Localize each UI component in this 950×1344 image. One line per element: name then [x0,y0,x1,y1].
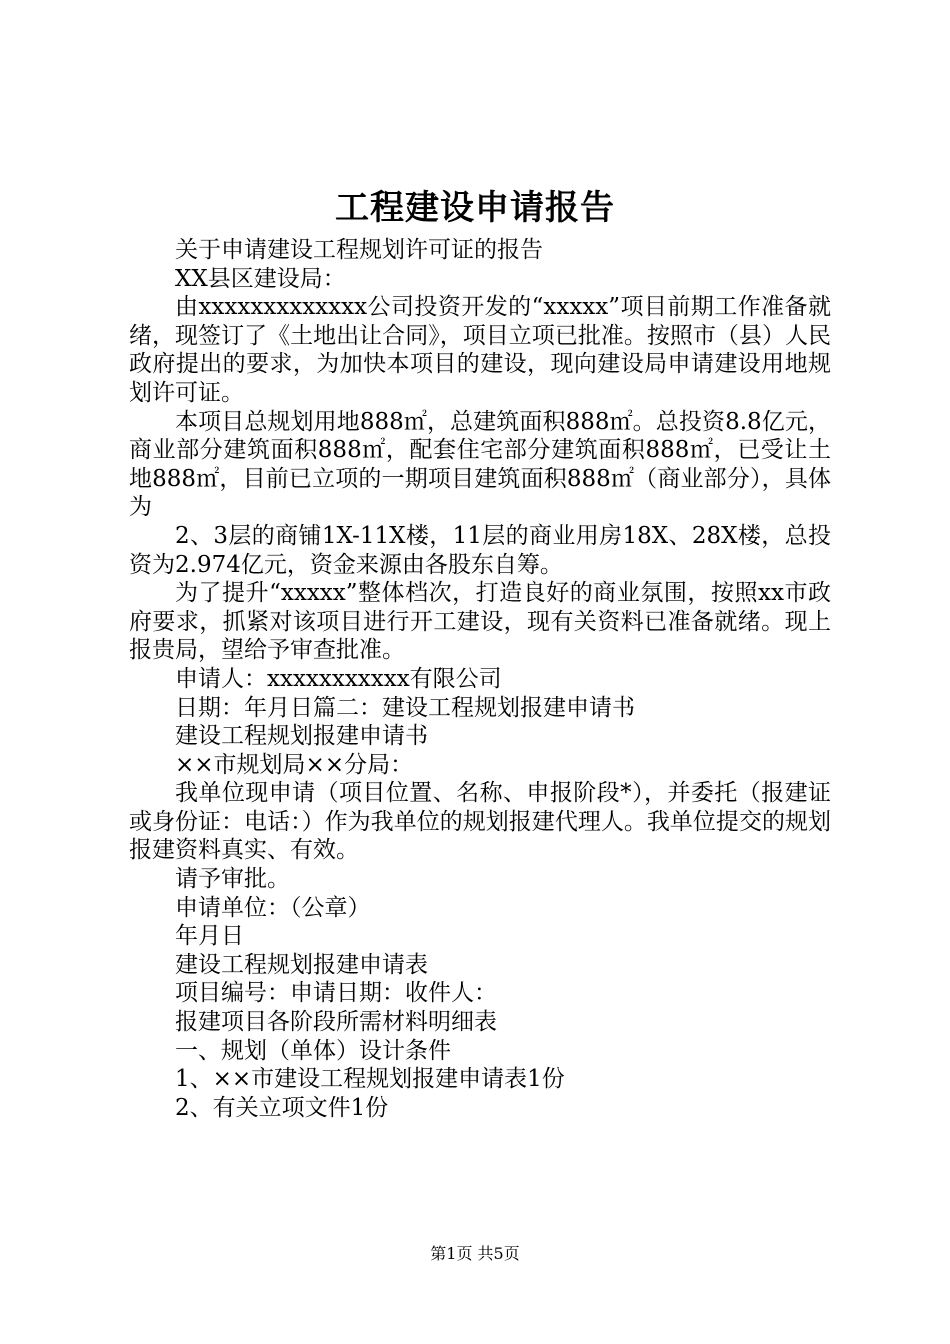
paragraph: 由xxxxxxxxxxxxx公司投资开发的“xxxxx”项目前期工作准备就绪，现签订了《土地出让合同》，项目立项已批准。按照市（县）人民政府提出的要求，为加快本项目的建设，现向建设局申请建设用地规划许可证。 [129,294,831,406]
paragraph: 2、有关立项文件1份 [175,1094,389,1121]
paragraph: 建设工程规划报建申请表 [175,951,428,978]
paragraph: 申请单位：（公章） [175,894,371,921]
paragraph: ××市规划局××分局： [175,751,414,778]
page-footer: 第1页 共5页 [430,1244,520,1263]
paragraph: 为了提升“xxxxx”整体档次，打造良好的商业氛围，按照xx市政府要求，抓紧对该项目进行开工建设，现有关资料已准备就绪。现上报贵局，望给予审查批准。 [129,580,831,664]
paragraph: 报建项目各阶段所需材料明细表 [175,1009,497,1036]
paragraph: 一、规划（单体）设计条件 [175,1037,451,1064]
paragraph: 日期：年月日篇二：建设工程规划报建申请书 [175,694,635,721]
paragraph: 关于申请建设工程规划许可证的报告 [175,237,543,263]
document-title: 工程建设申请报告 [335,188,615,228]
paragraph: 申请人：xxxxxxxxxxx有限公司 [175,665,502,692]
paragraph: 建设工程规划报建申请书 [175,723,428,750]
paragraph: 请予审批。 [175,866,290,893]
paragraph: 本项目总规划用地888㎡，总建筑面积888㎡。总投资8.8亿元，商业部分建筑面积888㎡，配套住宅部分建筑面积888㎡，已受让土地888㎡，目前已立项的一期项目建筑面积888㎡（商业部分），具体为 [129,408,831,521]
paragraph: XX县区建设局： [175,265,346,292]
document-body [129,236,831,1122]
paragraph: 年月日 [175,923,244,950]
paragraph: 项目编号：申请日期：收件人： [175,980,497,1007]
paragraph: 1、××市建设工程规划报建申请表1份 [175,1066,565,1093]
paragraph: 2、3层的商铺1X-11X楼，11层的商业用房18X、28X楼，总投资为2.974亿元，资金来源由各股东自筹。 [129,522,831,578]
paragraph: 我单位现申请（项目位置、名称、申报阶段*），并委托（报建证或身份证：电话：）作为我单位的规划报建代理人。我单位提交的规划报建资料真实、有效。 [129,780,831,864]
